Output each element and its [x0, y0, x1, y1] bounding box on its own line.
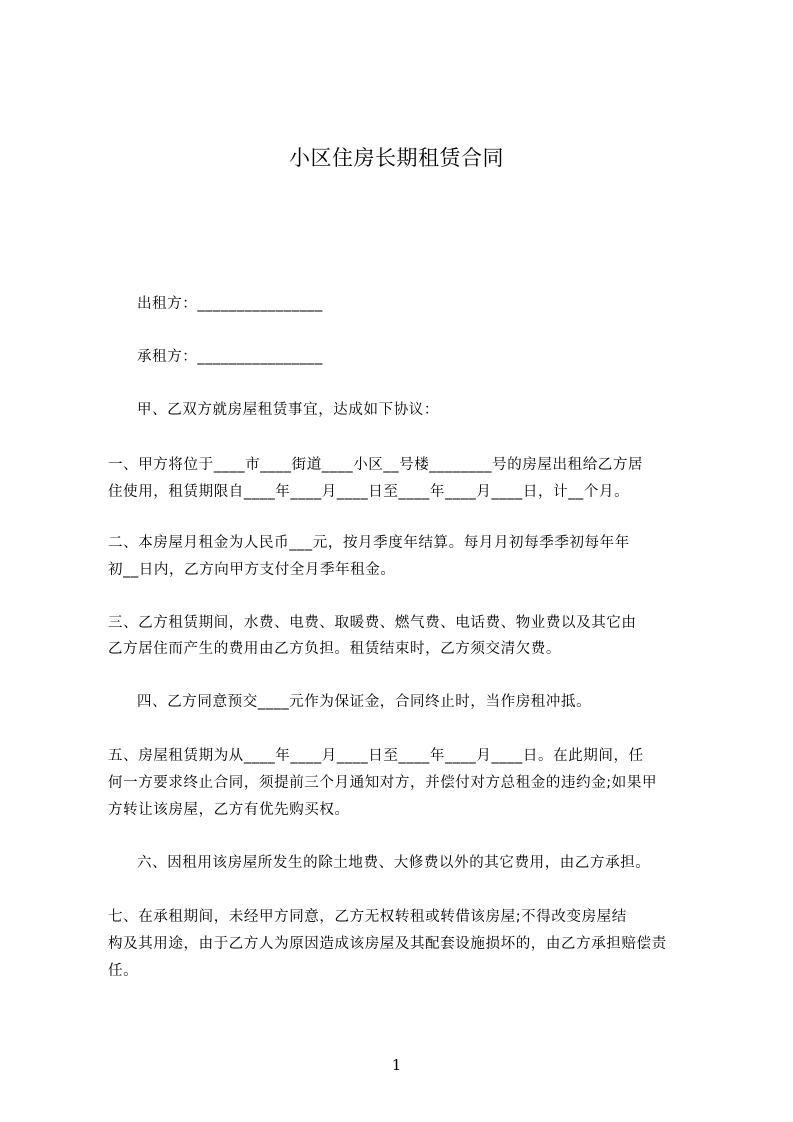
clause-2-line-1: 二、本房屋月租金为人民币___元，按月季度年结算。每月月初每季季初每年年 [108, 535, 630, 551]
clause-5-line-1: 五、房屋租赁期为从____年____月____日至____年____月____日。在此期间，任 [108, 748, 644, 764]
clause-7-line-3: 任。 [108, 963, 139, 979]
clause-1-line-2: 住使用，租赁期限自____年____月____日至____年____月____日，计__个月。 [108, 484, 630, 500]
clause-4-line-1: 四、乙方同意预交____元作为保证金，合同终止时，当作房租冲抵。 [137, 694, 592, 710]
clause-7-line-1: 七、在承租期间，未经甲方同意，乙方无权转租或转借该房屋;不得改变房屋结 [108, 909, 627, 925]
clause-3-line-2: 乙方居住而产生的费用由乙方负担。租赁结束时，乙方须交清欠费。 [108, 641, 561, 657]
clause-5-line-3: 方转让该房屋，乙方有优先购买权。 [108, 802, 350, 818]
clause-3-line-1: 三、乙方租赁期间，水费、电费、取暖费、燃气费、电话费、物业费以及其它由 [108, 615, 637, 631]
clause-1-line-1: 一、甲方将位于____市____街道____小区__号楼________号的房屋出租给乙方居 [108, 457, 644, 473]
page-number: 1 [391, 1056, 402, 1074]
clause-5-line-2: 何一方要求终止合同，须提前三个月通知对方，并偿付对方总租金的违约金;如果甲 [108, 775, 658, 791]
clause-7-line-2: 构及其用途，由于乙方人为原因造成该房屋及其配套设施损坏的，由乙方承担赔偿责 [108, 936, 667, 952]
intro-paragraph: 甲、乙双方就房屋租赁事宜，达成如下协议： [137, 402, 439, 418]
lessee-line: 承租方：________________ [137, 349, 323, 365]
clause-2-line-2: 初__日内，乙方向甲方支付全月季年租金。 [108, 562, 396, 578]
lessor-line: 出租方：________________ [137, 296, 323, 312]
clause-6-line-1: 六、因租用该房屋所发生的除土地费、大修费以外的其它费用，由乙方承担。 [137, 855, 651, 871]
document-title: 小区住房长期租赁合同 [289, 146, 504, 170]
